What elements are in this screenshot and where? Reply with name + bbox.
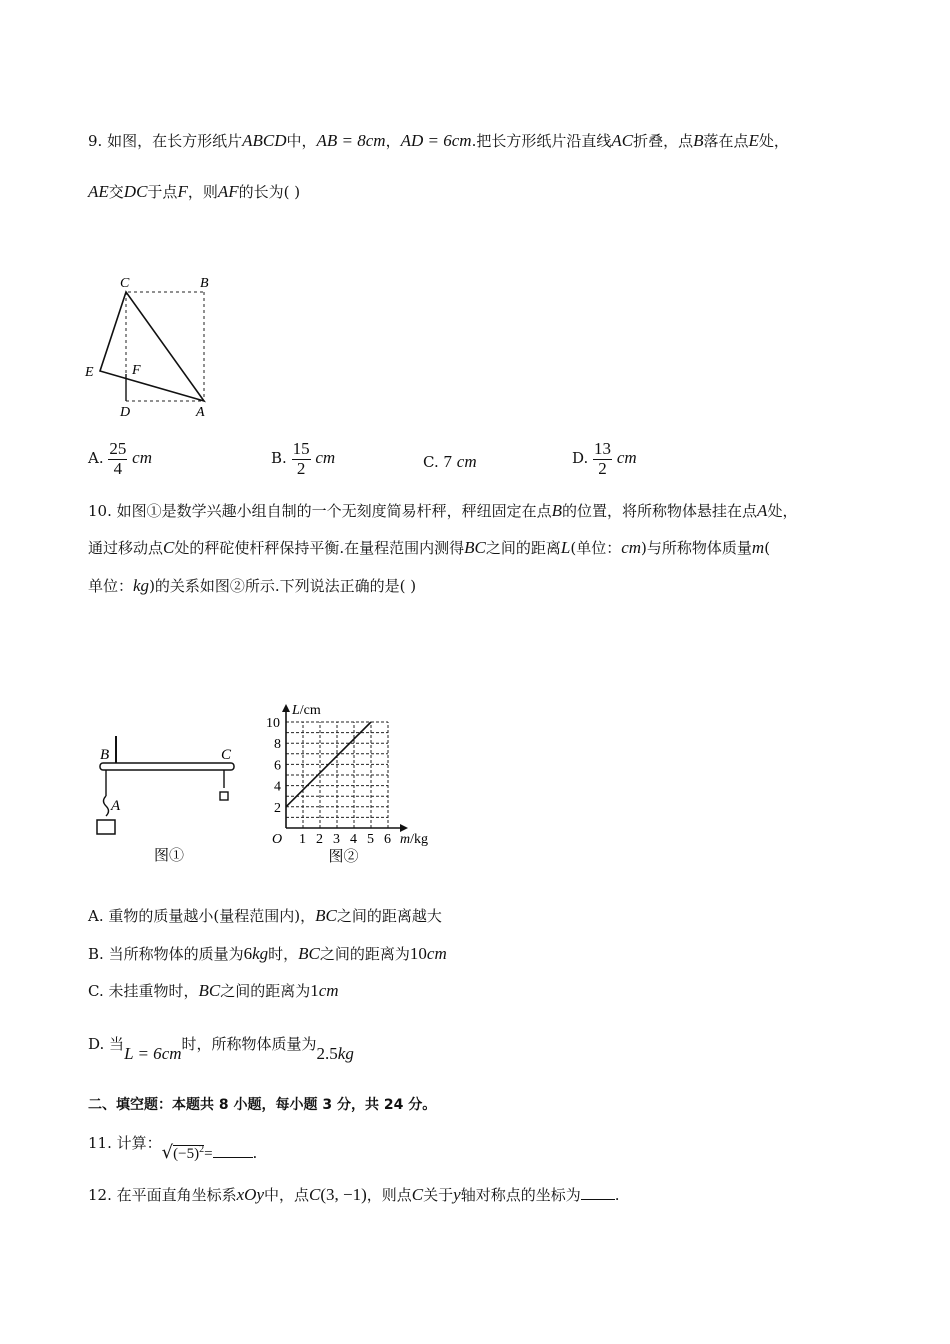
q10-option-d[interactable]: D. 当L = 6cm时，所称物体质量为2.5kg xyxy=(88,1035,354,1063)
x-axis-var: m xyxy=(400,832,411,847)
q9-line1: 9. 如图，在长方形纸片ABCD中，AB = 8cm，AD = 6cm.把长方形纸片沿直线AC折叠，点B落在点E处， xyxy=(88,131,789,150)
label-c: C xyxy=(120,276,130,291)
x-axis-label xyxy=(400,832,428,847)
label-a: A xyxy=(196,405,205,420)
x-tick-label: 3 xyxy=(333,832,340,847)
sqrt-expression: $√(-5)^2=$ . xyxy=(161,1142,258,1163)
q9-line2: AE交DC于点F，则AF的长为( ) xyxy=(88,182,301,201)
q10-option-b[interactable]: B. 当所称物体的质量为6kg时，BC之间的距离为10cm xyxy=(88,944,447,963)
q10-line2: 通过移动点C处的秤砣使杆秤保持平衡.在量程范围内测得BC之间的距离L(单位：cm)与所称物体质量m( xyxy=(88,538,771,557)
fig1-label-a: A xyxy=(111,798,121,814)
fraction: $\frac{13}{2}$ xyxy=(594,439,612,478)
label-d: D xyxy=(120,405,131,420)
steelyard-figure xyxy=(88,732,248,872)
q9-option-c[interactable]: C. 7 cm xyxy=(423,452,477,471)
label-b: B xyxy=(200,276,209,291)
x-tick-label: 2 xyxy=(316,832,323,847)
mass-length-chart xyxy=(260,697,460,872)
y-axis-unit: /cm xyxy=(299,703,321,718)
label-f: F xyxy=(132,363,141,378)
x-tick-label: 6 xyxy=(384,832,391,847)
y-tick-label: 2 xyxy=(274,800,281,816)
label-e: E xyxy=(85,365,94,380)
y-axis-var: L xyxy=(292,703,300,718)
y-axis-arrow xyxy=(282,704,290,712)
x-tick-label: 1 xyxy=(299,832,306,847)
q10-option-c[interactable]: C. 未挂重物时，BC之间的距离为1cm xyxy=(88,981,339,1000)
origin-label: O xyxy=(272,832,283,847)
chart-caption: 图② xyxy=(328,849,359,865)
fig1-label-c: C xyxy=(221,747,232,763)
q12: 12. 在平面直角坐标系xOy中，点C(3, −1)，则点C关于y轴对称点的坐标为 . xyxy=(88,1185,620,1204)
x-axis-unit: /kg xyxy=(410,832,429,847)
x-tick-label: 5 xyxy=(367,832,374,847)
q10-option-a[interactable]: A. 重物的质量越小(量程范围内)，BC之间的距离越大 xyxy=(88,906,442,925)
q9-option-a[interactable]: A. $\frac{25}{4}$ cm xyxy=(88,439,152,478)
fraction: $\frac{25}{4}$ xyxy=(109,439,127,478)
fraction: $\frac{15}{2}$ xyxy=(292,439,310,478)
q11: 11. 计算：$√(-5)^2=$ . xyxy=(88,1134,258,1163)
y-tick-label: 6 xyxy=(274,758,281,774)
answer-blank[interactable] xyxy=(213,1157,253,1158)
x-tick-label: 4 xyxy=(350,832,357,847)
q9-option-b[interactable]: B. $\frac{15}{2}$ cm xyxy=(271,439,336,478)
q10-line1: 10. 如图①是数学兴趣小组自制的一个无刻度简易杆秤，秤纽固定在点B的位置，将所称物体悬挂在点A处， xyxy=(88,501,798,520)
y-tick-label: 4 xyxy=(274,779,281,795)
q10-line3: 单位：kg)的关系如图②所示.下列说法正确的是( ) xyxy=(88,576,417,595)
q9-figure xyxy=(80,270,240,420)
section-2-heading: 二、填空题：本题共 8 小题，每小题 3 分，共 24 分。 xyxy=(88,1097,437,1113)
y-axis-label xyxy=(291,703,321,718)
x-axis-arrow xyxy=(400,824,408,832)
y-tick-label: 8 xyxy=(274,737,281,753)
y-tick-label: 10 xyxy=(266,716,280,731)
fig1-caption: 图① xyxy=(154,848,185,864)
answer-blank[interactable] xyxy=(581,1199,615,1200)
fig1-label-b: B xyxy=(100,747,110,763)
q9-option-d[interactable]: D. $\frac{13}{2}$ cm xyxy=(572,439,637,478)
